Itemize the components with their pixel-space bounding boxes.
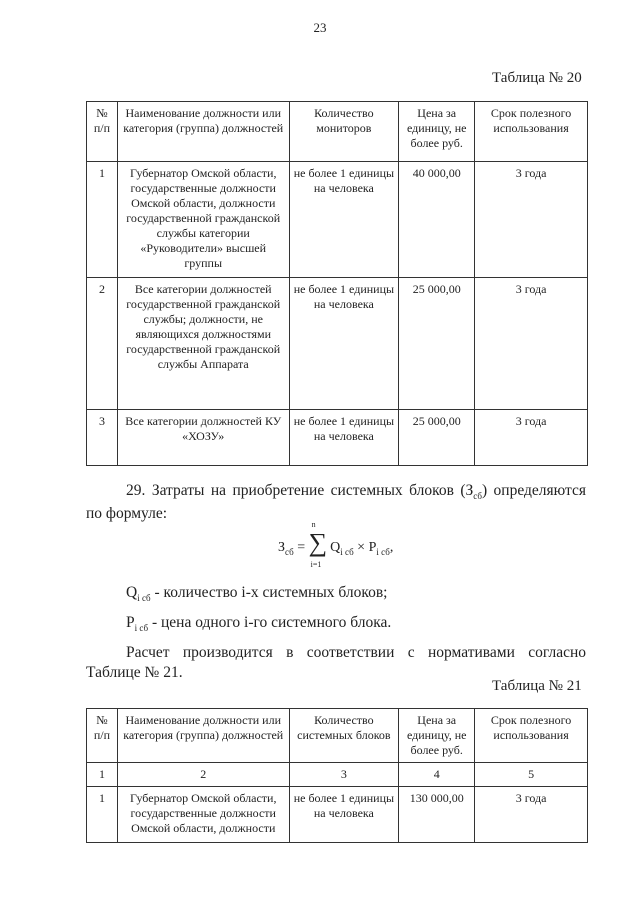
table-row xyxy=(87,410,588,466)
cell-number: 1 xyxy=(87,162,118,278)
column-number: 5 xyxy=(475,763,588,787)
definition-p: $P_{i сб}$ - цена одного i-го системного блока. xyxy=(126,614,392,634)
header-price: Цена за единицу, не более руб. xyxy=(399,709,475,763)
header-position: Наименование должности или категория (группа) должностей xyxy=(117,102,289,162)
column-number-row xyxy=(87,763,588,787)
table-row xyxy=(87,278,588,410)
column-number: 1 xyxy=(87,763,118,787)
cell-price: 130 000,00 xyxy=(399,787,475,843)
cell-price: 25 000,00 xyxy=(399,278,475,410)
cell-number: 2 xyxy=(87,278,118,410)
sum-symbol: n ∑ i=1 xyxy=(308,520,328,569)
header-quantity: Количество мониторов xyxy=(289,102,399,162)
cell-position: Все категории должностей государственной гражданской службы; должности, не являющихся должностями государственной гражданской службы Аппарата xyxy=(117,278,289,410)
cell-lifetime: 3 года xyxy=(475,410,588,466)
cell-quantity: не более 1 единицы на человека xyxy=(289,162,399,278)
header-lifetime: Срок полезного использования xyxy=(475,709,588,763)
cell-quantity: не более 1 единицы на человека xyxy=(289,787,399,843)
table-20-label: Таблица № 20 xyxy=(492,70,582,86)
cell-lifetime: 3 года xyxy=(475,278,588,410)
table-21-header-row xyxy=(87,709,588,763)
header-number: № п/п xyxy=(87,102,118,162)
header-price: Цена за единицу, не более руб. xyxy=(399,102,475,162)
cell-number: 1 xyxy=(87,787,118,843)
column-number: 2 xyxy=(117,763,289,787)
calc-line-2: Таблице № 21. xyxy=(86,664,183,681)
cell-quantity: не более 1 единицы на человека xyxy=(289,410,399,466)
table-20 xyxy=(86,101,588,466)
cell-price: 25 000,00 xyxy=(399,410,475,466)
table-21-label: Таблица № 21 xyxy=(492,678,582,694)
table-row xyxy=(87,162,588,278)
header-quantity: Количество системных блоков xyxy=(289,709,399,763)
table-row xyxy=(87,787,588,843)
formula: $З_{сб}$ = n ∑ i=1 $Q_{i сб} \times P_{i сб}$, xyxy=(278,520,394,569)
column-number: 3 xyxy=(289,763,399,787)
cell-lifetime: 3 года xyxy=(475,787,588,843)
cell-quantity: не более 1 единицы на человека xyxy=(289,278,399,410)
definition-q: $Q_{i сб}$ - количество i-х системных блоков; xyxy=(126,584,388,604)
table-21 xyxy=(86,708,588,843)
cell-position: Губернатор Омской области, государственные должности Омской области, должности государственной гражданской службы категории «Руководители» высшей группы xyxy=(117,162,289,278)
cell-number: 3 xyxy=(87,410,118,466)
paragraph-29: 29. Затраты на приобретение системных блоков $(З_{сб})$ определяются по формуле: xyxy=(86,482,587,522)
header-lifetime: Срок полезного использования xyxy=(475,102,588,162)
cell-price: 40 000,00 xyxy=(399,162,475,278)
cell-lifetime: 3 года xyxy=(475,162,588,278)
table-20-header-row xyxy=(87,102,588,162)
cell-position: Губернатор Омской области, государственные должности Омской области, должности xyxy=(117,787,289,843)
column-number: 4 xyxy=(399,763,475,787)
header-position: Наименование должности или категория (группа) должностей xyxy=(117,709,289,763)
page-number: 23 xyxy=(313,20,327,35)
header-number: № п/п xyxy=(87,709,118,763)
cell-position: Все категории должностей КУ «ХОЗУ» xyxy=(117,410,289,466)
calc-line-1: Расчет производится в соответствии с нормативами согласно xyxy=(126,644,586,661)
